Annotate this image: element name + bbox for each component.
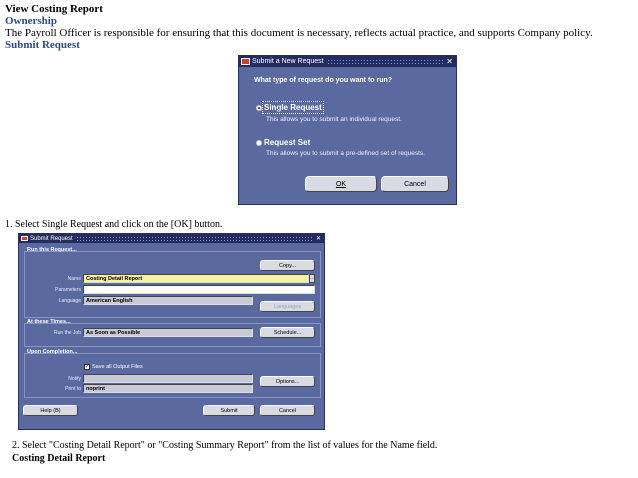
parameters-label: Parameters: [55, 287, 81, 293]
print-to-label: Print to: [65, 386, 81, 392]
radio-button-selected[interactable]: [256, 105, 262, 111]
request-set-label: Request Set: [264, 138, 311, 147]
run-job-field[interactable]: As Soon as Possible: [83, 328, 253, 337]
name-label: Name: [67, 276, 81, 282]
ok-button[interactable]: OK: [305, 176, 377, 192]
ownership-paragraph: The Payroll Officer is responsible for ensuring that this document is necessary, reflects actual practice, and supports Company policy.: [5, 27, 593, 39]
form-cancel-button[interactable]: Cancel: [260, 405, 315, 416]
list-of-values-button[interactable]: …: [310, 275, 315, 281]
schedule-button[interactable]: Schedule...: [260, 327, 315, 338]
dialog-title: Submit a New Request: [252, 58, 324, 65]
request-set-description: This allows you to submit a pre-defined set of requests.: [266, 150, 425, 157]
submit-request-window: [18, 233, 325, 430]
schedule-section-title: At these Times...: [27, 319, 71, 325]
step-1-instruction: 1. Select Single Request and click on the [OK] button.: [5, 219, 223, 230]
dialog-titlebar: [239, 56, 456, 67]
language-field[interactable]: American English: [83, 296, 253, 305]
oracle-app-icon: [21, 236, 28, 241]
run-job-label: Run the Job: [54, 330, 81, 336]
window-titlebar: [19, 234, 324, 243]
document-title: View Costing Report: [5, 3, 103, 15]
name-field[interactable]: Costing Detail Report: [83, 274, 309, 283]
window-title: Submit Request: [30, 235, 73, 242]
save-output-label: Save all Output Files: [92, 364, 143, 370]
single-request-description: This allows you to submit an individual request.: [266, 116, 402, 123]
close-icon[interactable]: ✕: [315, 235, 321, 242]
save-output-checkbox[interactable]: ✓: [85, 364, 90, 370]
request-type-question: What type of request do you want to run?: [254, 77, 393, 84]
run-request-section-title: Run this Request...: [27, 247, 77, 253]
submit-request-heading: Submit Request: [5, 39, 80, 51]
submit-button[interactable]: Submit: [203, 405, 255, 416]
notify-field[interactable]: [83, 374, 253, 383]
single-request-label: Single Request: [264, 103, 322, 112]
radio-button[interactable]: [256, 140, 262, 146]
costing-detail-report-heading: Costing Detail Report: [12, 453, 106, 464]
cancel-button[interactable]: Cancel: [381, 176, 449, 192]
submit-new-request-dialog: [238, 55, 457, 205]
print-to-field[interactable]: noprint: [83, 384, 253, 393]
notify-label: Notify: [68, 376, 81, 382]
single-request-option[interactable]: [256, 103, 322, 112]
oracle-app-icon: [241, 58, 250, 65]
options-button[interactable]: Options...: [260, 376, 315, 387]
language-label: Language: [58, 298, 81, 304]
languages-button[interactable]: Languages: [260, 301, 315, 312]
parameters-field[interactable]: [83, 285, 315, 294]
step-2-instruction: 2. Select "Costing Detail Report" or "Costing Summary Report" from the list of values for the Name field.: [12, 440, 438, 451]
completion-section-title: Upon Completion...: [27, 349, 78, 355]
save-output-checkbox-row[interactable]: [84, 364, 143, 370]
help-button[interactable]: Help (B): [23, 405, 78, 416]
request-set-option[interactable]: [256, 138, 310, 147]
ownership-heading: Ownership: [5, 15, 57, 27]
close-icon[interactable]: ✕: [446, 56, 453, 66]
copy-button[interactable]: Copy...: [260, 260, 315, 271]
